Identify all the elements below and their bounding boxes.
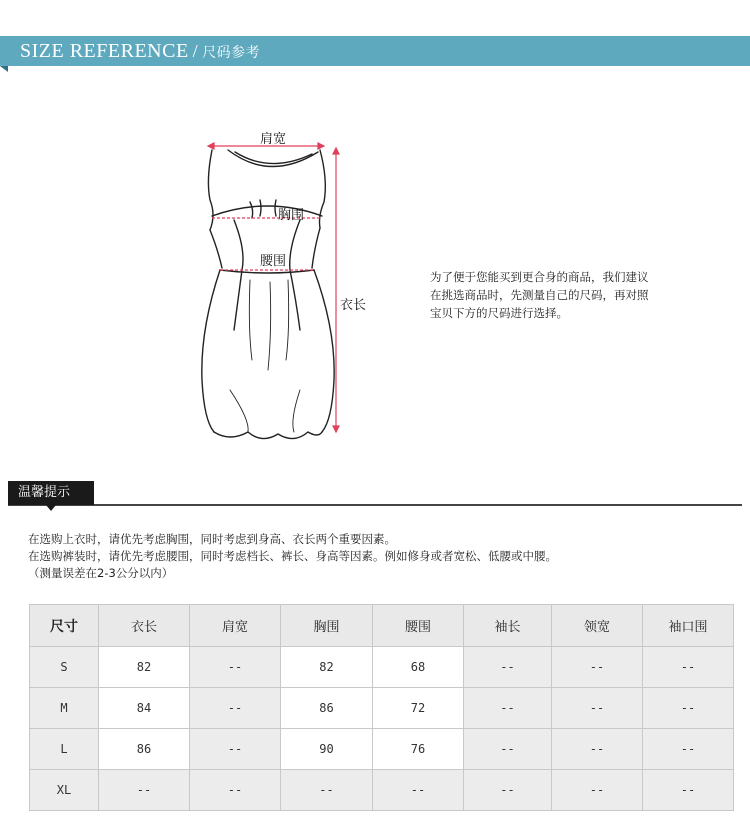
label-chest: 胸围 — [278, 208, 305, 223]
table-cell: -- — [99, 770, 190, 811]
table-cell: 86 — [281, 688, 373, 729]
table-cell: -- — [190, 770, 281, 811]
advice-line: 在挑选商品时，先测量自己的尺码，再对照 — [430, 288, 649, 302]
size-cell: L — [30, 729, 99, 770]
header-cuff: 袖口围 — [643, 605, 734, 647]
tips-tab-pointer — [46, 505, 56, 511]
table-cell: -- — [552, 688, 643, 729]
table-cell: -- — [373, 770, 464, 811]
header-waist: 腰围 — [373, 605, 464, 647]
header-sleeve: 袖长 — [464, 605, 552, 647]
header-chest: 胸围 — [281, 605, 373, 647]
tips-line: 在选购上衣时，请优先考虑胸围，同时考虑到身高、衣长两个重要因素。 — [28, 532, 396, 546]
table-row — [30, 647, 734, 688]
table-cell: -- — [552, 770, 643, 811]
page-title — [20, 38, 260, 64]
table-cell: 86 — [99, 729, 190, 770]
header-size: 尺寸 — [30, 605, 99, 647]
table-cell: 82 — [99, 647, 190, 688]
size-table — [29, 604, 734, 811]
tips-line: （测量误差在2-3公分以内） — [28, 566, 174, 580]
label-length: 衣长 — [340, 298, 367, 313]
size-advice — [430, 268, 680, 322]
table-cell: -- — [464, 647, 552, 688]
table-row — [30, 770, 734, 811]
table-cell: 68 — [373, 647, 464, 688]
size-cell: S — [30, 647, 99, 688]
header-collar: 领宽 — [552, 605, 643, 647]
table-cell: -- — [190, 647, 281, 688]
table-cell: -- — [464, 688, 552, 729]
tips-tab: 温馨提示 — [8, 481, 94, 505]
header-shoulder: 肩宽 — [190, 605, 281, 647]
table-row — [30, 688, 734, 729]
table-cell: -- — [643, 729, 734, 770]
table-cell: -- — [643, 770, 734, 811]
dress-illustration — [190, 120, 390, 450]
table-cell: -- — [643, 688, 734, 729]
label-shoulder-width: 肩宽 — [260, 132, 287, 147]
table-cell: -- — [552, 647, 643, 688]
table-cell: -- — [643, 647, 734, 688]
label-waist: 腰围 — [260, 254, 287, 269]
table-header-row — [30, 605, 734, 647]
table-cell: -- — [190, 729, 281, 770]
advice-line: 为了便于您能买到更合身的商品，我们建议 — [430, 270, 649, 284]
tips-divider — [8, 504, 742, 506]
title-separator: / — [192, 41, 199, 61]
size-cell: XL — [30, 770, 99, 811]
tips-line: 在选购裤装时，请优先考虑腰围，同时考虑档长、裤长、身高等因素。例如修身或者宽松、低腰或中腰。 — [28, 549, 557, 563]
table-row — [30, 729, 734, 770]
table-cell: -- — [464, 770, 552, 811]
table-cell: 76 — [373, 729, 464, 770]
table-cell: -- — [190, 688, 281, 729]
tips-text — [28, 531, 557, 582]
advice-line: 宝贝下方的尺码进行选择。 — [430, 306, 568, 320]
header-length: 衣长 — [99, 605, 190, 647]
table-cell: -- — [281, 770, 373, 811]
size-cell: M — [30, 688, 99, 729]
table-cell: -- — [552, 729, 643, 770]
table-cell: 82 — [281, 647, 373, 688]
banner-fold — [0, 66, 8, 72]
table-cell: -- — [464, 729, 552, 770]
title-cn: 尺码参考 — [202, 45, 261, 61]
table-cell: 72 — [373, 688, 464, 729]
title-en: SIZE REFERENCE — [20, 40, 189, 62]
table-cell: 90 — [281, 729, 373, 770]
dress-diagram — [190, 120, 390, 450]
table-cell: 84 — [99, 688, 190, 729]
